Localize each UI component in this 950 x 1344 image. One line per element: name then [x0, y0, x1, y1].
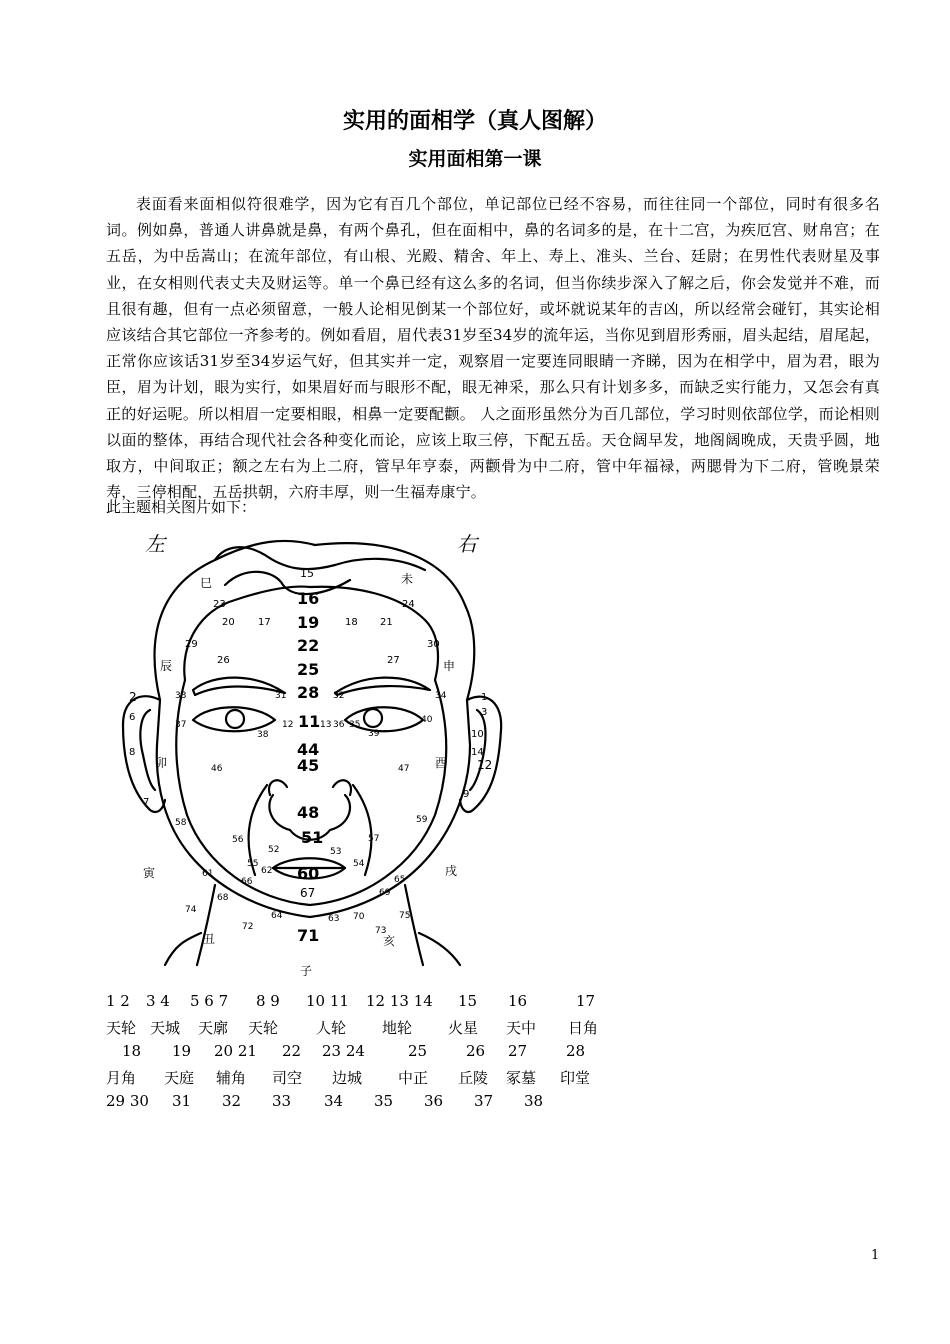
diagram-label: 70 — [353, 912, 365, 922]
diagram-label: 21 — [380, 617, 393, 628]
diagram-label: 65 — [394, 875, 406, 885]
diagram-label: 27 — [387, 655, 400, 666]
diagram-label: 24 — [402, 599, 415, 610]
diagram-label: 59 — [416, 815, 428, 825]
diagram-label: 亥 — [383, 934, 396, 948]
page-number: 1 — [871, 1248, 880, 1263]
diagram-label: 30 — [427, 639, 440, 650]
diagram-label: 72 — [242, 922, 254, 932]
diagram-label: 47 — [398, 764, 410, 774]
diagram-label: 6 — [129, 712, 136, 723]
diagram-label: 71 — [297, 926, 320, 945]
left-eyebrow — [193, 678, 285, 695]
diagram-label: 申 — [443, 659, 456, 673]
corner-right-label: 右 — [457, 532, 477, 556]
diagram-label: 33 — [175, 691, 187, 701]
diagram-label: 3 — [481, 707, 488, 718]
figure-caption: 此主题相关图片如下： — [106, 498, 257, 516]
diagram-label: 25 — [297, 660, 320, 679]
diagram-label: 戌 — [445, 864, 458, 878]
diagram-label: 38 — [257, 730, 269, 740]
diagram-label: 26 — [217, 655, 230, 666]
diagram-label: 辰 — [160, 659, 173, 673]
diagram-label: 56 — [232, 835, 244, 845]
diagram-label: 22 — [297, 636, 320, 655]
diagram-label: 巳 — [200, 576, 213, 590]
diagram-label: 57 — [368, 834, 380, 844]
diagram-label: 55 — [247, 859, 259, 869]
diagram-label: 丑 — [203, 932, 216, 946]
diagram-label: 39 — [368, 729, 380, 739]
diagram-label: 17 — [258, 617, 271, 628]
diagram-label: 62 — [261, 866, 273, 876]
diagram-label: 9 — [463, 789, 470, 800]
diagram-label: 31 — [275, 691, 287, 701]
diagram-labels — [129, 532, 492, 978]
diagram-label: 15 — [300, 567, 314, 580]
diagram-label: 58 — [175, 818, 187, 828]
diagram-label: 68 — [217, 893, 229, 903]
body-paragraph: 表面看来面相似符很难学，因为它有百几个部位，单记部位已经不容易，而往往同一个部位，同时有很多名词。例如鼻，普通人讲鼻就是鼻，有两个鼻孔，但在面相中，鼻的名词多的是，在十二宫，为疾厄宫、财帛宫；在五岳，为中岳嵩山；在流年部位，有山根、光殿、精舍、年上、寿上、准头、兰台、廷尉；在男性代表财星及事业，在女相则代表丈夫及财运等。单一个鼻已经有这么多的名词，但当你续步深入了解之后，你会发觉并不难，而且很有趣，但有一点必须留意，一般人论相见倒某一个部位好，或坏就说某年的吉凶，所以经常会碰钉，其实论相应该结合其它部位一齐参考的。例如看眉，眉代表31岁至34岁的流年运，当你见到眉形秀丽，眉头起结，眉尾起，正常你应该话31岁至34岁运气好，但其实并一定，观察眉一定要连同眼睛一齐睇，因为在相学中，眉为君，眼为臣，眉为计划，眼为实行，如果眉好而与眼形不配，眼无神采，那么只有计划多多，而缺乏实行能力，又怎会有真正的好运呢。所以相眉一定要相眼，相鼻一定要配颧。 人之面形虽然分为百几部位，学习时则依部位学，而论相则以面的整体，再结合现代社会各种变化而论，应该上取三停，下配五岳。天仓阔早发，地阁阔晚成，天贵乎圆，地取方，中间取正；额之左右为上二府，管早年亨泰，两颧骨为中二府，管中年福禄，两腮骨为下二府，管晚景荣寿，三停相配，五岳拱朝，六府丰厚，则一生福寿康宁。 — [106, 195, 880, 502]
diagram-label: 13 — [320, 720, 332, 730]
diagram-label: 66 — [241, 877, 253, 887]
diagram-label: 1 — [481, 692, 488, 703]
diagram-label: 35 — [349, 720, 361, 730]
diagram-label: 54 — [353, 859, 365, 869]
diagram-label: 14 — [471, 747, 484, 758]
diagram-label: 46 — [211, 764, 223, 774]
diagram-label: 8 — [129, 747, 136, 758]
diagram-label: 63 — [328, 914, 340, 924]
diagram-label: 36 — [333, 720, 345, 730]
diagram-label: 37 — [175, 720, 187, 730]
diagram-label: 61 — [202, 869, 214, 879]
diagram-label: 11 — [298, 712, 321, 731]
diagram-label: 29 — [185, 639, 198, 650]
diagram-label: 20 — [222, 617, 235, 628]
diagram-label: 40 — [421, 715, 433, 725]
diagram-label: 48 — [297, 803, 320, 822]
diagram-label: 53 — [330, 847, 342, 857]
diagram-label: 74 — [185, 905, 197, 915]
diagram-label: 34 — [435, 691, 447, 701]
diagram-label: 12 — [477, 758, 493, 772]
diagram-label: 60 — [297, 864, 320, 883]
diagram-label: 未 — [401, 572, 414, 586]
diagram-label: 32 — [333, 691, 345, 701]
diagram-label: 23 — [213, 599, 226, 610]
diagram-label: 69 — [379, 888, 391, 898]
page-title: 实用的面相学（真人图解） — [342, 109, 607, 134]
face-diagram — [105, 525, 525, 985]
diagram-label: 45 — [297, 756, 320, 775]
diagram-label: 10 — [471, 729, 484, 740]
diagram-label: 44 — [297, 740, 320, 759]
diagram-label: 寅 — [143, 866, 156, 880]
diagram-label: 卯 — [155, 756, 168, 770]
diagram-label: 子 — [300, 964, 313, 978]
diagram-label: 51 — [301, 828, 324, 847]
corner-left-label: 左 — [145, 532, 165, 556]
right-eyebrow — [335, 678, 430, 695]
diagram-label: 67 — [300, 886, 316, 900]
diagram-label: 18 — [345, 617, 358, 628]
diagram-label: 52 — [268, 845, 280, 855]
diagram-label: 64 — [271, 911, 283, 921]
diagram-label: 16 — [297, 589, 320, 608]
diagram-label: 73 — [375, 926, 387, 936]
page-subtitle: 实用面相第一课 — [408, 148, 542, 170]
diagram-label: 75 — [399, 911, 411, 921]
diagram-label: 7 — [143, 797, 150, 808]
hair-outline — [215, 547, 425, 570]
diagram-label: 28 — [297, 683, 320, 702]
diagram-label: 12 — [282, 720, 294, 730]
diagram-label: 酉 — [435, 756, 448, 770]
diagram-label: 19 — [297, 613, 320, 632]
diagram-label: 2 — [129, 690, 137, 704]
